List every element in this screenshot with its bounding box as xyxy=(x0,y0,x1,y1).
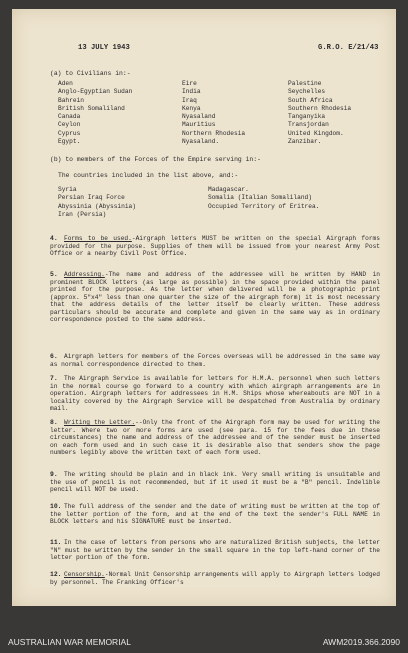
list-item: Aden xyxy=(58,80,73,87)
list-item: Transjordan xyxy=(288,121,329,129)
list-item: Abyssinia (Abyssinia) xyxy=(58,202,136,210)
list-item: Persian Iraq Force xyxy=(58,194,125,202)
list-item: Occupied Territory of Eritrea. xyxy=(208,202,320,210)
list-item: Iraq xyxy=(182,96,197,104)
list-item: Syria xyxy=(58,186,77,193)
paragraph-heading: Forms to be used. xyxy=(64,235,132,242)
paragraph-8 xyxy=(50,419,380,457)
section-a-title: (a) to Civilians in:- xyxy=(50,70,131,77)
document-date: 13 JULY 1943 xyxy=(78,44,130,52)
paragraph-9 xyxy=(50,471,380,494)
list-item: Zanzibar. xyxy=(288,138,322,146)
paragraph-number: 10. xyxy=(50,503,62,510)
section-b-title: (b) to members of the Forces of the Empire serving in:- xyxy=(50,156,261,163)
section-a-column-1 xyxy=(58,80,132,146)
list-item: South Africa xyxy=(288,96,333,104)
list-item: Iran (Persia) xyxy=(58,210,107,218)
section-b-subtitle: The countries included in the list above, and:- xyxy=(58,172,239,179)
paragraph-12 xyxy=(50,571,380,586)
paragraph-number: 5. xyxy=(50,271,58,278)
list-item: United Kingdom. xyxy=(288,129,344,137)
paragraph-heading: Censorship. xyxy=(64,571,105,578)
paragraph-7 xyxy=(50,375,380,413)
paragraph-number: 6. xyxy=(50,353,58,360)
paragraph-number: 11. xyxy=(50,539,62,546)
list-item: Nyasaland. xyxy=(182,138,220,146)
list-item: Tanganyika xyxy=(288,113,326,121)
paragraph-number: 8. xyxy=(50,419,58,426)
list-item: Cyprus xyxy=(58,129,81,137)
list-item: Canada xyxy=(58,113,81,121)
paragraph-text: -Normal Unit Censorship arrangements will apply to Airgraph letters lodged by personnel. The Franking Officer's xyxy=(50,571,380,586)
paragraph-number: 9. xyxy=(50,471,58,478)
paragraph-6 xyxy=(50,353,380,368)
paragraph-number: 4. xyxy=(50,235,58,242)
list-item: Kenya xyxy=(182,104,201,112)
list-item: Egypt. xyxy=(58,138,81,146)
paragraph-text: In the case of letters from persons who are naturalized British subjects, the letter "N" must be written by the sender in the small square in the top left-hand corner of the letter portion of the form. xyxy=(50,539,380,561)
paragraph-text: -The name and address of the addressee will be written by HAND in prominent BLOCK letters (as large as possible) in the space provided within the panel printed for the purpose. As the letter when delivered will be a photographic print (approx. 5"x4" less than one quarter the size of the airgraph form) it is most necessary that the address details of the letter itself be clearly written. These address particulars should be accurate and complete and given in the same way as in ordinary correspondence posted to the same address. xyxy=(50,271,380,323)
list-item: Madagascar. xyxy=(208,186,249,193)
list-item: Southern Rhodesia xyxy=(288,104,352,112)
document-page xyxy=(12,9,396,606)
section-a-column-3 xyxy=(288,80,351,146)
paragraph-number: 12. xyxy=(50,571,62,578)
archive-footer xyxy=(0,607,408,653)
list-item: India xyxy=(182,88,201,96)
paragraph-number: 7. xyxy=(50,375,58,382)
list-item: Mauritius xyxy=(182,121,216,129)
paragraph-10 xyxy=(50,503,380,526)
list-item: Bahrein xyxy=(58,96,84,104)
list-item: Northern Rhodesia xyxy=(182,129,246,137)
list-item: Seychelles xyxy=(288,88,326,96)
list-item: Eire xyxy=(182,80,197,87)
paragraph-text: Airgraph letters for members of the Forces overseas will be addressed in the same way as normal correspondence directed to them. xyxy=(50,353,380,368)
list-item: British Somaliland xyxy=(58,104,125,112)
list-item: Anglo-Egyptian Sudan xyxy=(58,88,133,96)
paragraph-text: The full address of the sender and the date of writing must be written at the top of the letter portion of the form, and at the end of the text the sender's FULL NAME in BLOCK letters and his SIGNATURE must be inserted. xyxy=(50,503,380,525)
paragraph-text: The writing should be plain and in black ink. Very small writing is unsuitable and the use of pencil is not recommended, but if it used it must be a "B" pencil. Indelible pencil will NOT be used. xyxy=(50,471,380,493)
document-reference: G.R.O. E/21/43 xyxy=(318,44,379,52)
paragraph-text: -Airgraph letters MUST be written on the special Airgraph forms provided for the purpose. Supplies of them will be issued from your nearest Army Post Office or a nearby Civil Post Office. xyxy=(50,235,380,257)
paragraph-text: The Airgraph Service is available for letters for H.M.A. personnel when such letters in the normal course go forward to a country with which airgraph arrangements are in operation. Airgraph letters for addressees in H.M. Ships whose whereabouts are NOT in a locality covered by the Airgraph Service will be despatched from Australia by ordinary mail. xyxy=(50,375,380,412)
paragraph-heading: Writing the Letter. xyxy=(64,419,136,426)
paragraph-text: --Only the front of the Airgraph form may be used for writing the letter. Where two or more forms are used (see para. 15 for the fees due in these circumstances) the name and address of the addressee and of the sender must be inserted on each form used and in such case it is desirable also that senders show the page numbers legibly above the written text of each form used. xyxy=(50,419,380,456)
paragraph-4 xyxy=(50,235,380,258)
footer-institution: AUSTRALIAN WAR MEMORIAL xyxy=(8,637,131,647)
list-item: Nyasaland xyxy=(182,113,216,121)
paragraph-5 xyxy=(50,271,380,324)
section-b-column-2 xyxy=(208,186,319,211)
list-item: Somalia (Italian Somaliland) xyxy=(208,194,312,202)
list-item: Palestine xyxy=(288,80,322,87)
section-b-column-1 xyxy=(58,186,136,219)
paragraph-11 xyxy=(50,539,380,562)
paragraph-heading: Addressing. xyxy=(64,271,105,278)
list-item: Ceylon xyxy=(58,121,81,129)
footer-accession-number: AWM2019.366.2090 xyxy=(322,637,400,647)
section-a-column-2 xyxy=(182,80,245,146)
